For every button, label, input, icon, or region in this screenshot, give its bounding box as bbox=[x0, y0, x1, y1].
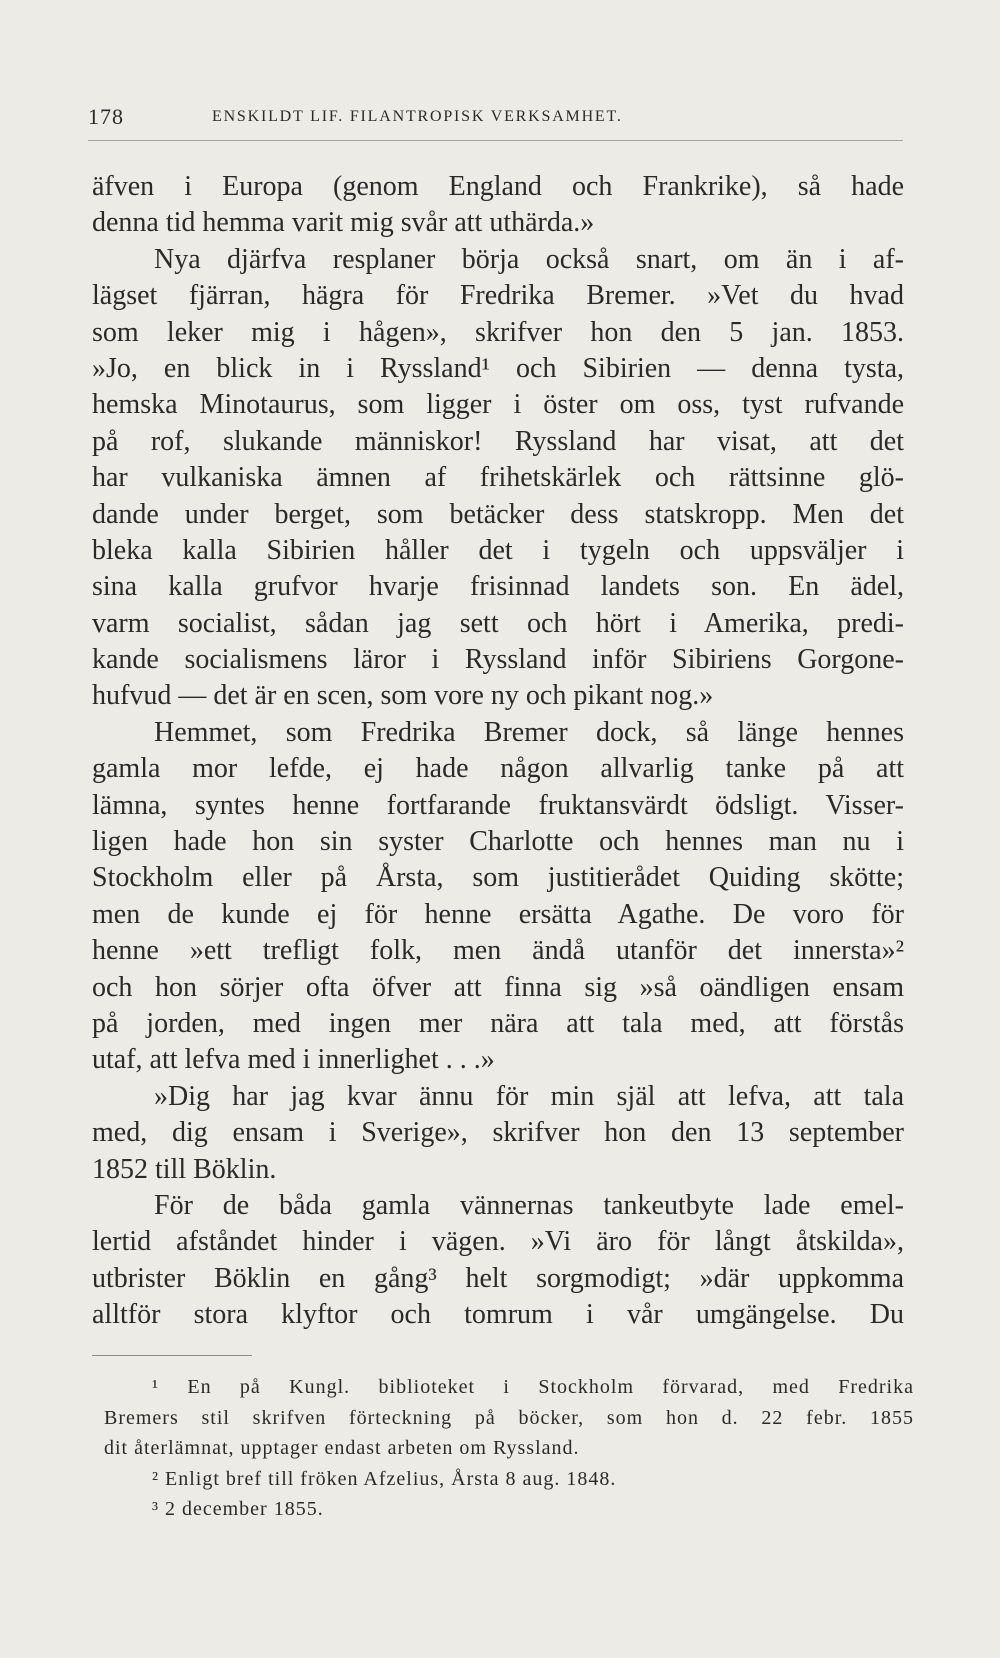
body-line: Nya djärfva resplaner börja också snart, om än i af- bbox=[154, 243, 904, 275]
body-line: lertid afståndet hinder i vägen. »Vi äro för långt åtskilda», bbox=[92, 1226, 904, 1258]
body-line: Stockholm eller på Årsta, som justitierådet Quiding skötte; bbox=[92, 862, 904, 894]
footnote-line: ² Enligt bref till fröken Afzelius, Årsta 8 aug. 1848. bbox=[152, 1467, 617, 1490]
page-number: 178 bbox=[88, 104, 124, 129]
body-line: denna tid hemma varit mig svår att uthärda.» bbox=[92, 207, 595, 239]
body-line: alltför stora klyftor och tomrum i vår umgängelse. Du bbox=[92, 1299, 904, 1331]
body-line: »Dig har jag kvar ännu för min själ att lefva, att tala bbox=[154, 1080, 904, 1112]
body-line: utbrister Böklin en gång³ helt sorgmodigt; »där uppkomma bbox=[92, 1262, 904, 1294]
body-line: men de kunde ej för henne ersätta Agathe. De voro för bbox=[92, 898, 904, 930]
body-line: gamla mor lefde, ej hade någon allvarlig tanke på att bbox=[92, 753, 904, 785]
footnote-rule bbox=[92, 1355, 252, 1356]
body-line: henne »ett trefligt folk, men ändå utanför det innersta»² bbox=[92, 935, 904, 967]
body-line: »Jo, en blick in i Ryssland¹ och Sibirien — denna tysta, bbox=[92, 352, 904, 384]
body-line: Hemmet, som Fredrika Bremer dock, så länge hennes bbox=[154, 716, 904, 748]
body-line: För de båda gamla vännernas tankeutbyte lade emel- bbox=[154, 1189, 904, 1221]
footnotes bbox=[104, 1372, 914, 1525]
body-line: bleka kalla Sibirien håller det i tygeln och uppsväljer i bbox=[92, 534, 904, 566]
body-line: lämna, syntes henne fortfarande fruktansvärdt ödsligt. Visser- bbox=[92, 789, 904, 821]
body-line: utaf, att lefva med i innerlighet . . .» bbox=[92, 1044, 495, 1076]
body-line: 1852 till Böklin. bbox=[92, 1153, 277, 1185]
body-line: har vulkaniska ämnen af frihetskärlek och rättsinne glö- bbox=[92, 462, 904, 494]
body-line: sina kalla grufvor hvarje frisinnad landets son. En ädel, bbox=[92, 571, 904, 603]
body-line: och hon sörjer ofta öfver att finna sig »så oändligen ensam bbox=[92, 971, 904, 1003]
footnote-line: ³ 2 december 1855. bbox=[152, 1498, 324, 1521]
footnote-line: dit återlämnat, upptager endast arbeten om Ryssland. bbox=[104, 1437, 580, 1460]
body-line: lägset fjärran, hägra för Fredrika Bremer. »Vet du hvad bbox=[92, 280, 904, 312]
footnote-line: Bremers stil skrifven förteckning på böcker, som hon d. 22 febr. 1855 bbox=[104, 1406, 914, 1429]
body-line: med, dig ensam i Sverige», skrifver hon den 13 september bbox=[92, 1117, 904, 1149]
body-line: på rof, slukande människor! Ryssland har visat, att det bbox=[92, 425, 904, 457]
body-line: hufvud — det är en scen, som vore ny och pikant nog.» bbox=[92, 680, 714, 712]
header-rule bbox=[88, 140, 903, 141]
body-line: kande socialismens läror i Ryssland inför Sibiriens Gorgone- bbox=[92, 644, 904, 676]
body-line: hemska Minotaurus, som ligger i öster om oss, tyst rufvande bbox=[92, 389, 904, 421]
body-line: äfven i Europa (genom England och Frankrike), så hade bbox=[92, 171, 904, 202]
body-line: som leker mig i hågen», skrifver hon den 5 jan. 1853. bbox=[92, 316, 904, 348]
body-line: på jorden, med ingen mer nära att tala med, att förstås bbox=[92, 1007, 904, 1039]
body-line: varm socialist, sådan jag sett och hört i Amerika, predi- bbox=[92, 607, 904, 639]
body-line: ligen hade hon sin syster Charlotte och hennes man nu i bbox=[92, 826, 904, 858]
body-line: dande under berget, som betäcker dess statskropp. Men det bbox=[92, 498, 904, 530]
body-text bbox=[92, 169, 904, 1334]
footnote-line: ¹ En på Kungl. biblioteket i Stockholm förvarad, med Fredrika bbox=[152, 1376, 914, 1398]
running-title: ENSKILDT LIF. FILANTROPISK VERKSAMHET. bbox=[212, 108, 623, 125]
page-header bbox=[88, 104, 908, 132]
